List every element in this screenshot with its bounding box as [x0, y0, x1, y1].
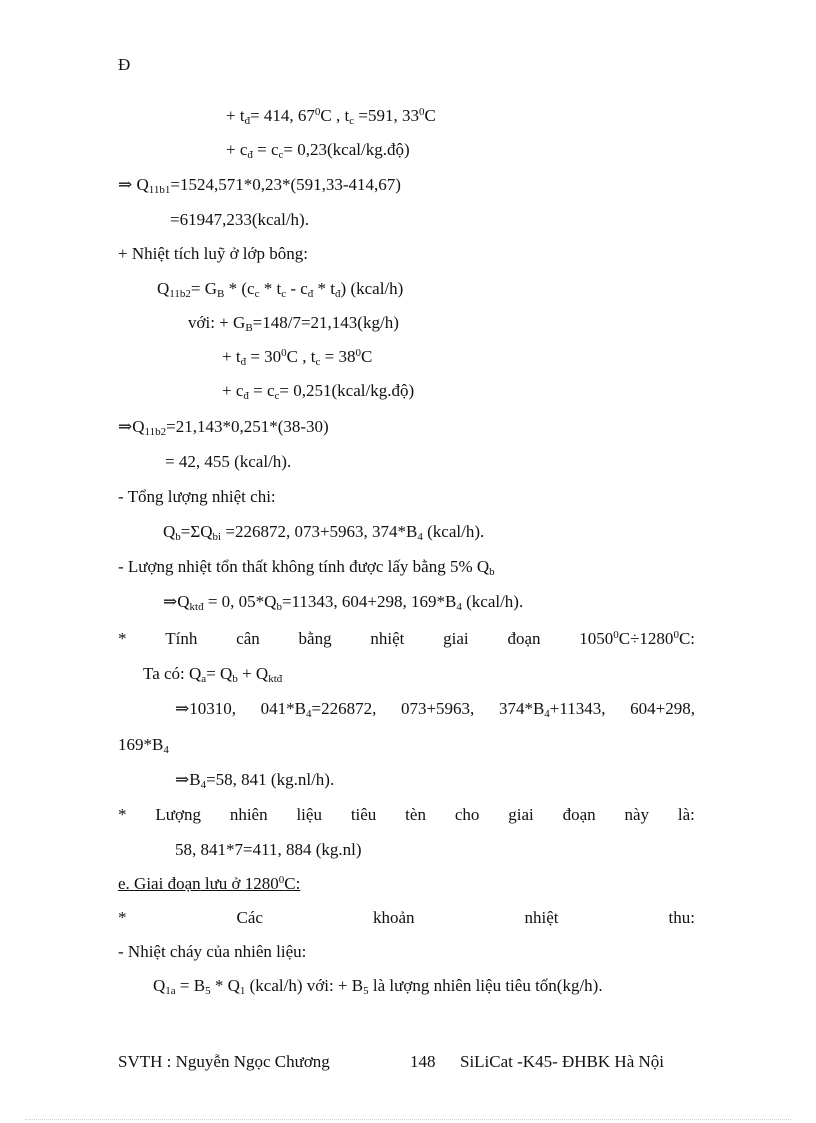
formula-line: + $t_đ= 414$, $67^0C$ , $t_c =591$, $33^0C$ [226, 106, 436, 127]
page-number: 148 [410, 1052, 436, 1071]
formula-line: ⇒ $Q_{11b1}=1524,571*0,23*(591,33-414,67)$ [118, 175, 401, 196]
justified-heading: * Tính cân bằng nhiệt giai đoạn $1050^0C\div 1280^0C$: [118, 629, 695, 648]
formula-line: $Q_{11b2}= G_B * (c_c * t_c - c_đ * t_đ)$ (kcal/h) [157, 279, 404, 300]
footer-school: SiLiCat -K45- ĐHBK Hà Nội [460, 1052, 664, 1071]
formula-line: + $t_đ = 30^0C$ , $t_c = 38^0C$ [222, 347, 373, 368]
formula-result: =61947,233(kcal/h). [170, 210, 309, 229]
section-text: - Nhiệt cháy của nhiên liệu: [118, 942, 307, 961]
formula-line: + $c_đ = c_c=$ 0,23(kcal/kg.độ) [226, 140, 410, 161]
formula-line: $169*B_4$ [118, 735, 169, 756]
justified-formula: ⇒10310, $041*B_4=226872$, 073+5963, $374*B_4+11343$, 604+298, [175, 699, 695, 720]
page-edge-divider [25, 1119, 791, 1120]
formula-line: $Q_b=\Sigma Q_{bi} =226872$, 073+5963, $374*B_4$ (kcal/h). [163, 522, 485, 543]
section-text: + Nhiệt tích luỹ ở lớp bông: [118, 244, 308, 263]
section-heading: e. Giai đoạn lưu ở 1280$^0$C: [118, 874, 301, 893]
formula-result: $\Rightarrow B_4=58$, 841 (kg.nl/h). [175, 770, 335, 791]
formula-line: $Q_{1a} = B_5 * Q_1$ (kcal/h) với: + $B_5$ là lượng nhiên liệu tiêu tốn(kg/h). [153, 976, 603, 997]
formula-line: $\Rightarrow Q_{ktđ} = 0$, $05*Q_b=11343$, 604+298, $169*B_4$ (kcal/h). [163, 592, 524, 613]
footer-author: SVTH : Nguyễn Ngọc Chương [118, 1052, 330, 1071]
page-marker: Đ [118, 55, 131, 74]
formula-result: 58, 841*7=411, 884 (kg.nl) [175, 840, 362, 859]
justified-text: * Lượng nhiên liệu tiêu tèn cho giai đoạn này là: [118, 805, 695, 824]
formula-line: với: + $G_B=148/7=21,143(kg/h)$ [188, 313, 399, 334]
section-text: - Lượng nhiệt tổn thất không tính được lấy bằng 5% $Q_b$ [118, 557, 495, 578]
justified-heading: * Các khoản nhiệt thu: [118, 908, 695, 927]
formula-line: $\Rightarrow Q_{11b2}=21,143*0,251*(38-30)$ [118, 417, 329, 438]
formula-line: Ta có: $Q_a= Q_b + Q_{ktđ}$ [143, 664, 283, 685]
formula-result: = 42, 455 (kcal/h). [165, 452, 292, 471]
section-text: - Tổng lượng nhiệt chi: [118, 487, 276, 506]
formula-line: + $c_đ = c_c=$ 0,251(kcal/kg.độ) [222, 381, 415, 402]
